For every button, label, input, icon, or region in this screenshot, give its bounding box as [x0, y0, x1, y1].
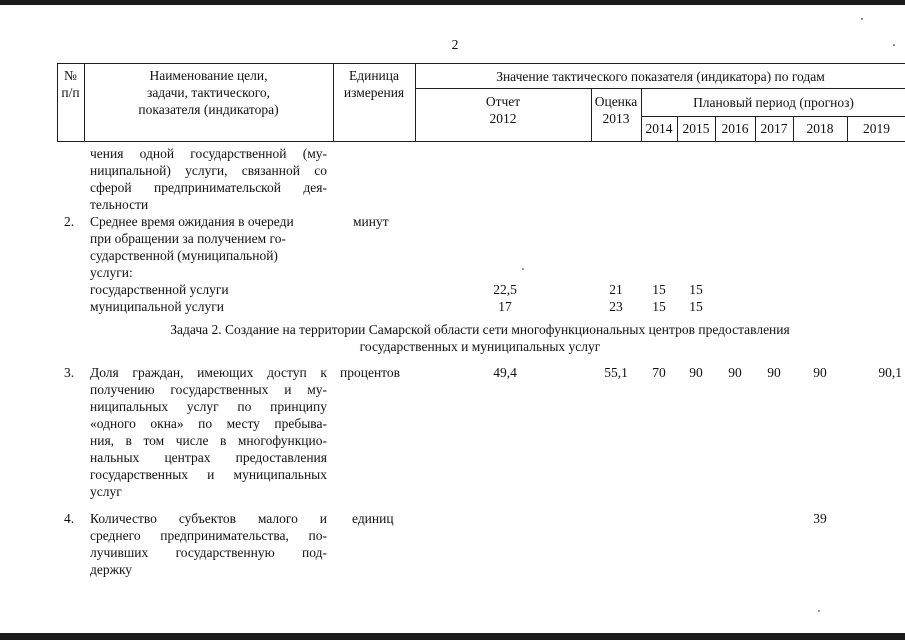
row4-name-line4: держку	[90, 562, 133, 577]
row3-2014: 70	[652, 365, 666, 380]
row4-name-line2: среднего предпринимательства, по-	[90, 528, 327, 543]
row3-name-line4: «одного окна» по месту пребыва-	[90, 416, 327, 431]
row2b-2014: 15	[652, 299, 666, 314]
header-estimate: Оценка	[594, 94, 638, 109]
row3-2015: 90	[689, 365, 703, 380]
row2-number: 2.	[64, 214, 75, 229]
scan-bottom-border	[0, 633, 905, 640]
row3-number: 3.	[64, 365, 75, 380]
page-number: 2	[451, 37, 459, 52]
task2-heading-line1: Задача 2. Создание на территории Самарской области сети многофункциональных центров предоставления	[170, 322, 790, 337]
scan-speck	[861, 18, 863, 20]
header-year-2014: 2014	[645, 121, 673, 136]
row2-name-line4: услуги:	[90, 265, 133, 280]
row2a-label: государственной услуги	[90, 282, 229, 297]
header-year-2017: 2017	[760, 121, 788, 136]
row2b-estimate: 23	[609, 299, 623, 314]
continuation-line3: сферой предпринимательской дея-	[90, 180, 327, 195]
row3-2017: 90	[767, 365, 781, 380]
header-year-2019: 2019	[863, 121, 890, 136]
continuation-line1: чения одной государственной (му-	[90, 146, 327, 161]
header-report-year: 2012	[489, 111, 517, 126]
row3-name-line3: ниципальных услуг по принципу	[90, 399, 327, 414]
row3-2016: 90	[728, 365, 742, 380]
continuation-line2: ниципальной) услуги, связанной со	[90, 163, 327, 178]
row3-2019: 90,1	[878, 365, 902, 380]
header-planned: Плановый период (прогноз)	[693, 95, 854, 110]
row2b-label: муниципальной услуги	[90, 299, 224, 314]
header-name-line2: задачи, тактического,	[146, 85, 271, 100]
row4-unit: единиц	[352, 511, 394, 526]
row4-name-line3: лучивших государственную под-	[90, 545, 327, 560]
row2-name-line1: Среднее время ожидания в очереди	[90, 214, 294, 229]
row3-name-line7: государственных и муниципальных	[90, 467, 327, 482]
scan-top-border	[0, 0, 905, 5]
row2-name-line2: при обращении за получением го-	[90, 231, 286, 246]
row2-unit: минут	[353, 214, 389, 229]
task2-heading-line2: государственных и муниципальных услуг	[359, 339, 601, 354]
row3-name-line6: нальных центрах предоставления	[90, 450, 327, 465]
row4-2018: 39	[813, 511, 827, 526]
header-unit-line1: Единица	[348, 68, 399, 83]
row4-number: 4.	[64, 511, 75, 526]
row3-name-line8: услуг	[90, 484, 122, 499]
header-no: №	[64, 68, 77, 83]
scan-speck	[893, 44, 895, 46]
header-year-2015: 2015	[682, 121, 710, 136]
header-year-2016: 2016	[721, 121, 749, 136]
row3-estimate: 55,1	[604, 365, 628, 380]
row3-unit: процентов	[340, 365, 401, 380]
header-value-title: Значение тактического показателя (индикатора) по годам	[496, 69, 825, 84]
row2a-2015: 15	[689, 282, 703, 297]
scan-speck	[522, 268, 524, 270]
row2b-report: 17	[498, 299, 512, 314]
header-no-sub: п/п	[61, 85, 80, 100]
row2b-2015: 15	[689, 299, 703, 314]
header-year-2018: 2018	[806, 121, 834, 136]
header-report: Отчет	[485, 94, 521, 109]
row3-report: 49,4	[493, 365, 517, 380]
row4-name-line1: Количество субъектов малого и	[90, 511, 327, 526]
row2a-2014: 15	[652, 282, 666, 297]
row3-name-line5: ния, в том числе в многофункцио-	[90, 433, 327, 448]
row2a-estimate: 21	[609, 282, 623, 297]
header-unit-line2: измерения	[343, 85, 405, 100]
row3-name-line1: Доля граждан, имеющих доступ к	[90, 365, 327, 380]
scan-speck	[818, 610, 820, 612]
row3-name-line2: получению государственных и му-	[90, 382, 327, 397]
continuation-line4: тельности	[90, 197, 149, 212]
row2a-report: 22,5	[493, 282, 517, 297]
header-name-line1: Наименование цели,	[149, 68, 268, 83]
header-estimate-year: 2013	[602, 111, 630, 126]
row2-name-line3: сударственной (муниципальной)	[90, 248, 278, 263]
header-name-line3: показателя (индикатора)	[138, 102, 279, 117]
row3-2018: 90	[813, 365, 827, 380]
